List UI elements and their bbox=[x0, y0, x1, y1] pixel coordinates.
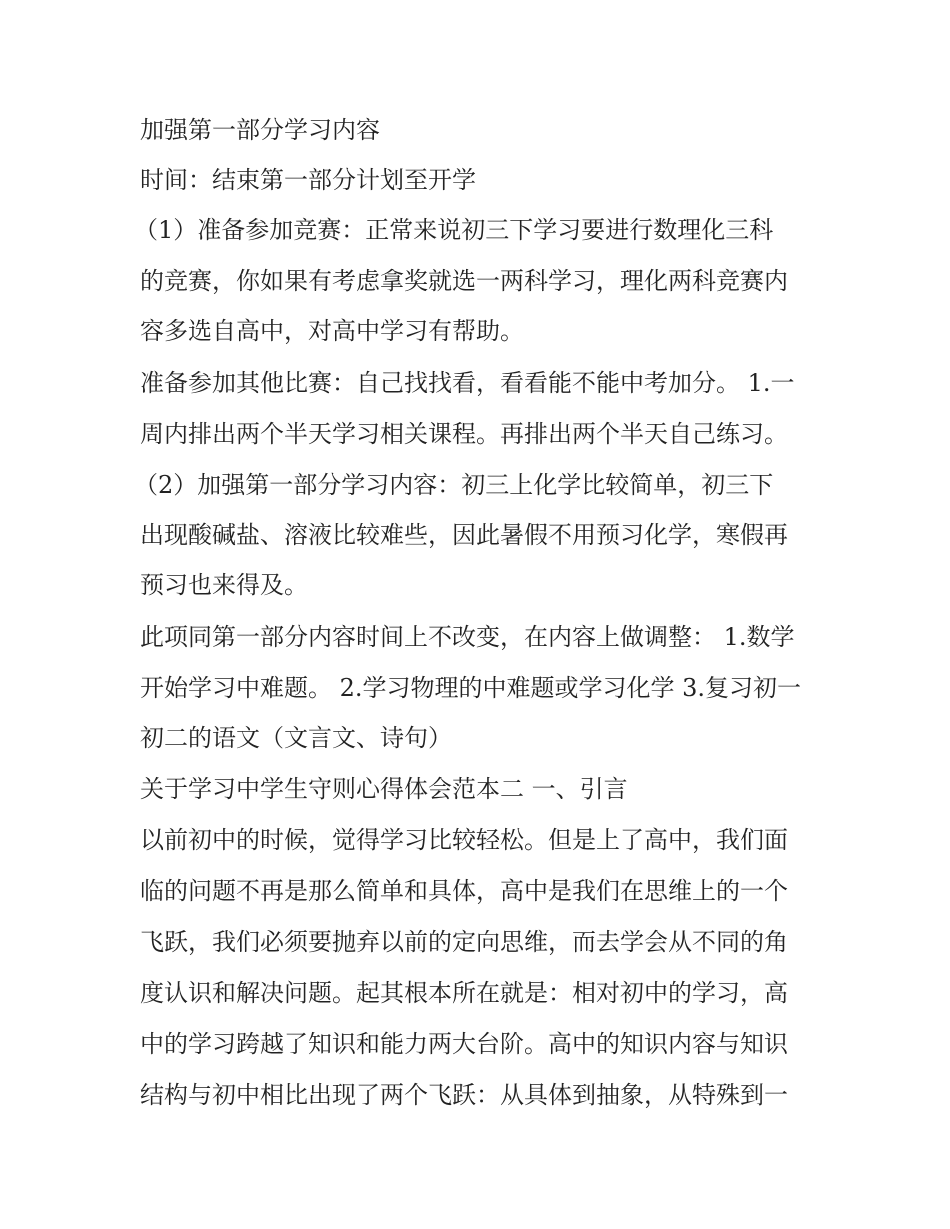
text-line: 临的问题不再是那么简单和具体，高中是我们在思维上的一个 bbox=[140, 877, 788, 905]
text-line: 此项同第一部分内容时间上不改变，在内容上做调整： 1.数学 bbox=[140, 623, 795, 651]
text-line: 以前初中的时候，觉得学习比较轻松。但是上了高中，我们面 bbox=[140, 826, 788, 854]
text-line: 飞跃，我们必须要抛弃以前的定向思维，而去学会从不同的角 bbox=[140, 928, 788, 956]
text-line: 的竞赛，你如果有考虑拿奖就选一两科学习，理化两科竞赛内 bbox=[140, 267, 788, 295]
text-line: 预习也来得及。 bbox=[140, 571, 308, 599]
text-line: 关于学习中学生守则心得体会范本二 一、引言 bbox=[140, 775, 628, 803]
text-line: 容多选自高中，对高中学习有帮助。 bbox=[140, 317, 524, 345]
text-line: 准备参加其他比赛：自己找找看，看看能不能中考加分。 1.一 bbox=[140, 369, 795, 397]
text-line: （1）准备参加竞赛：正常来说初三下学习要进行数理化三科 bbox=[134, 216, 774, 244]
text-line: 加强第一部分学习内容 bbox=[140, 116, 380, 144]
text-line: 时间：结束第一部分计划至开学 bbox=[140, 166, 476, 194]
text-line: 周内排出两个半天学习相关课程。再排出两个半天自己练习。 bbox=[140, 420, 788, 448]
text-line: 度认识和解决问题。起其根本所在就是：相对初中的学习，高 bbox=[140, 979, 788, 1007]
text-line: 结构与初中相比出现了两个飞跃：从具体到抽象，从特殊到一 bbox=[140, 1081, 788, 1109]
text-line: 初二的语文（文言文、诗句） bbox=[140, 724, 452, 752]
text-line: 出现酸碱盐、溶液比较难些，因此暑假不用预习化学，寒假再 bbox=[140, 521, 788, 549]
text-line: 开始学习中难题。 2.学习物理的中难题或学习化学 3.复习初一 bbox=[140, 674, 802, 702]
text-line: 中的学习跨越了知识和能力两大台阶。高中的知识内容与知识 bbox=[140, 1030, 788, 1058]
text-line: （2）加强第一部分学习内容：初三上化学比较简单，初三下 bbox=[134, 471, 774, 499]
